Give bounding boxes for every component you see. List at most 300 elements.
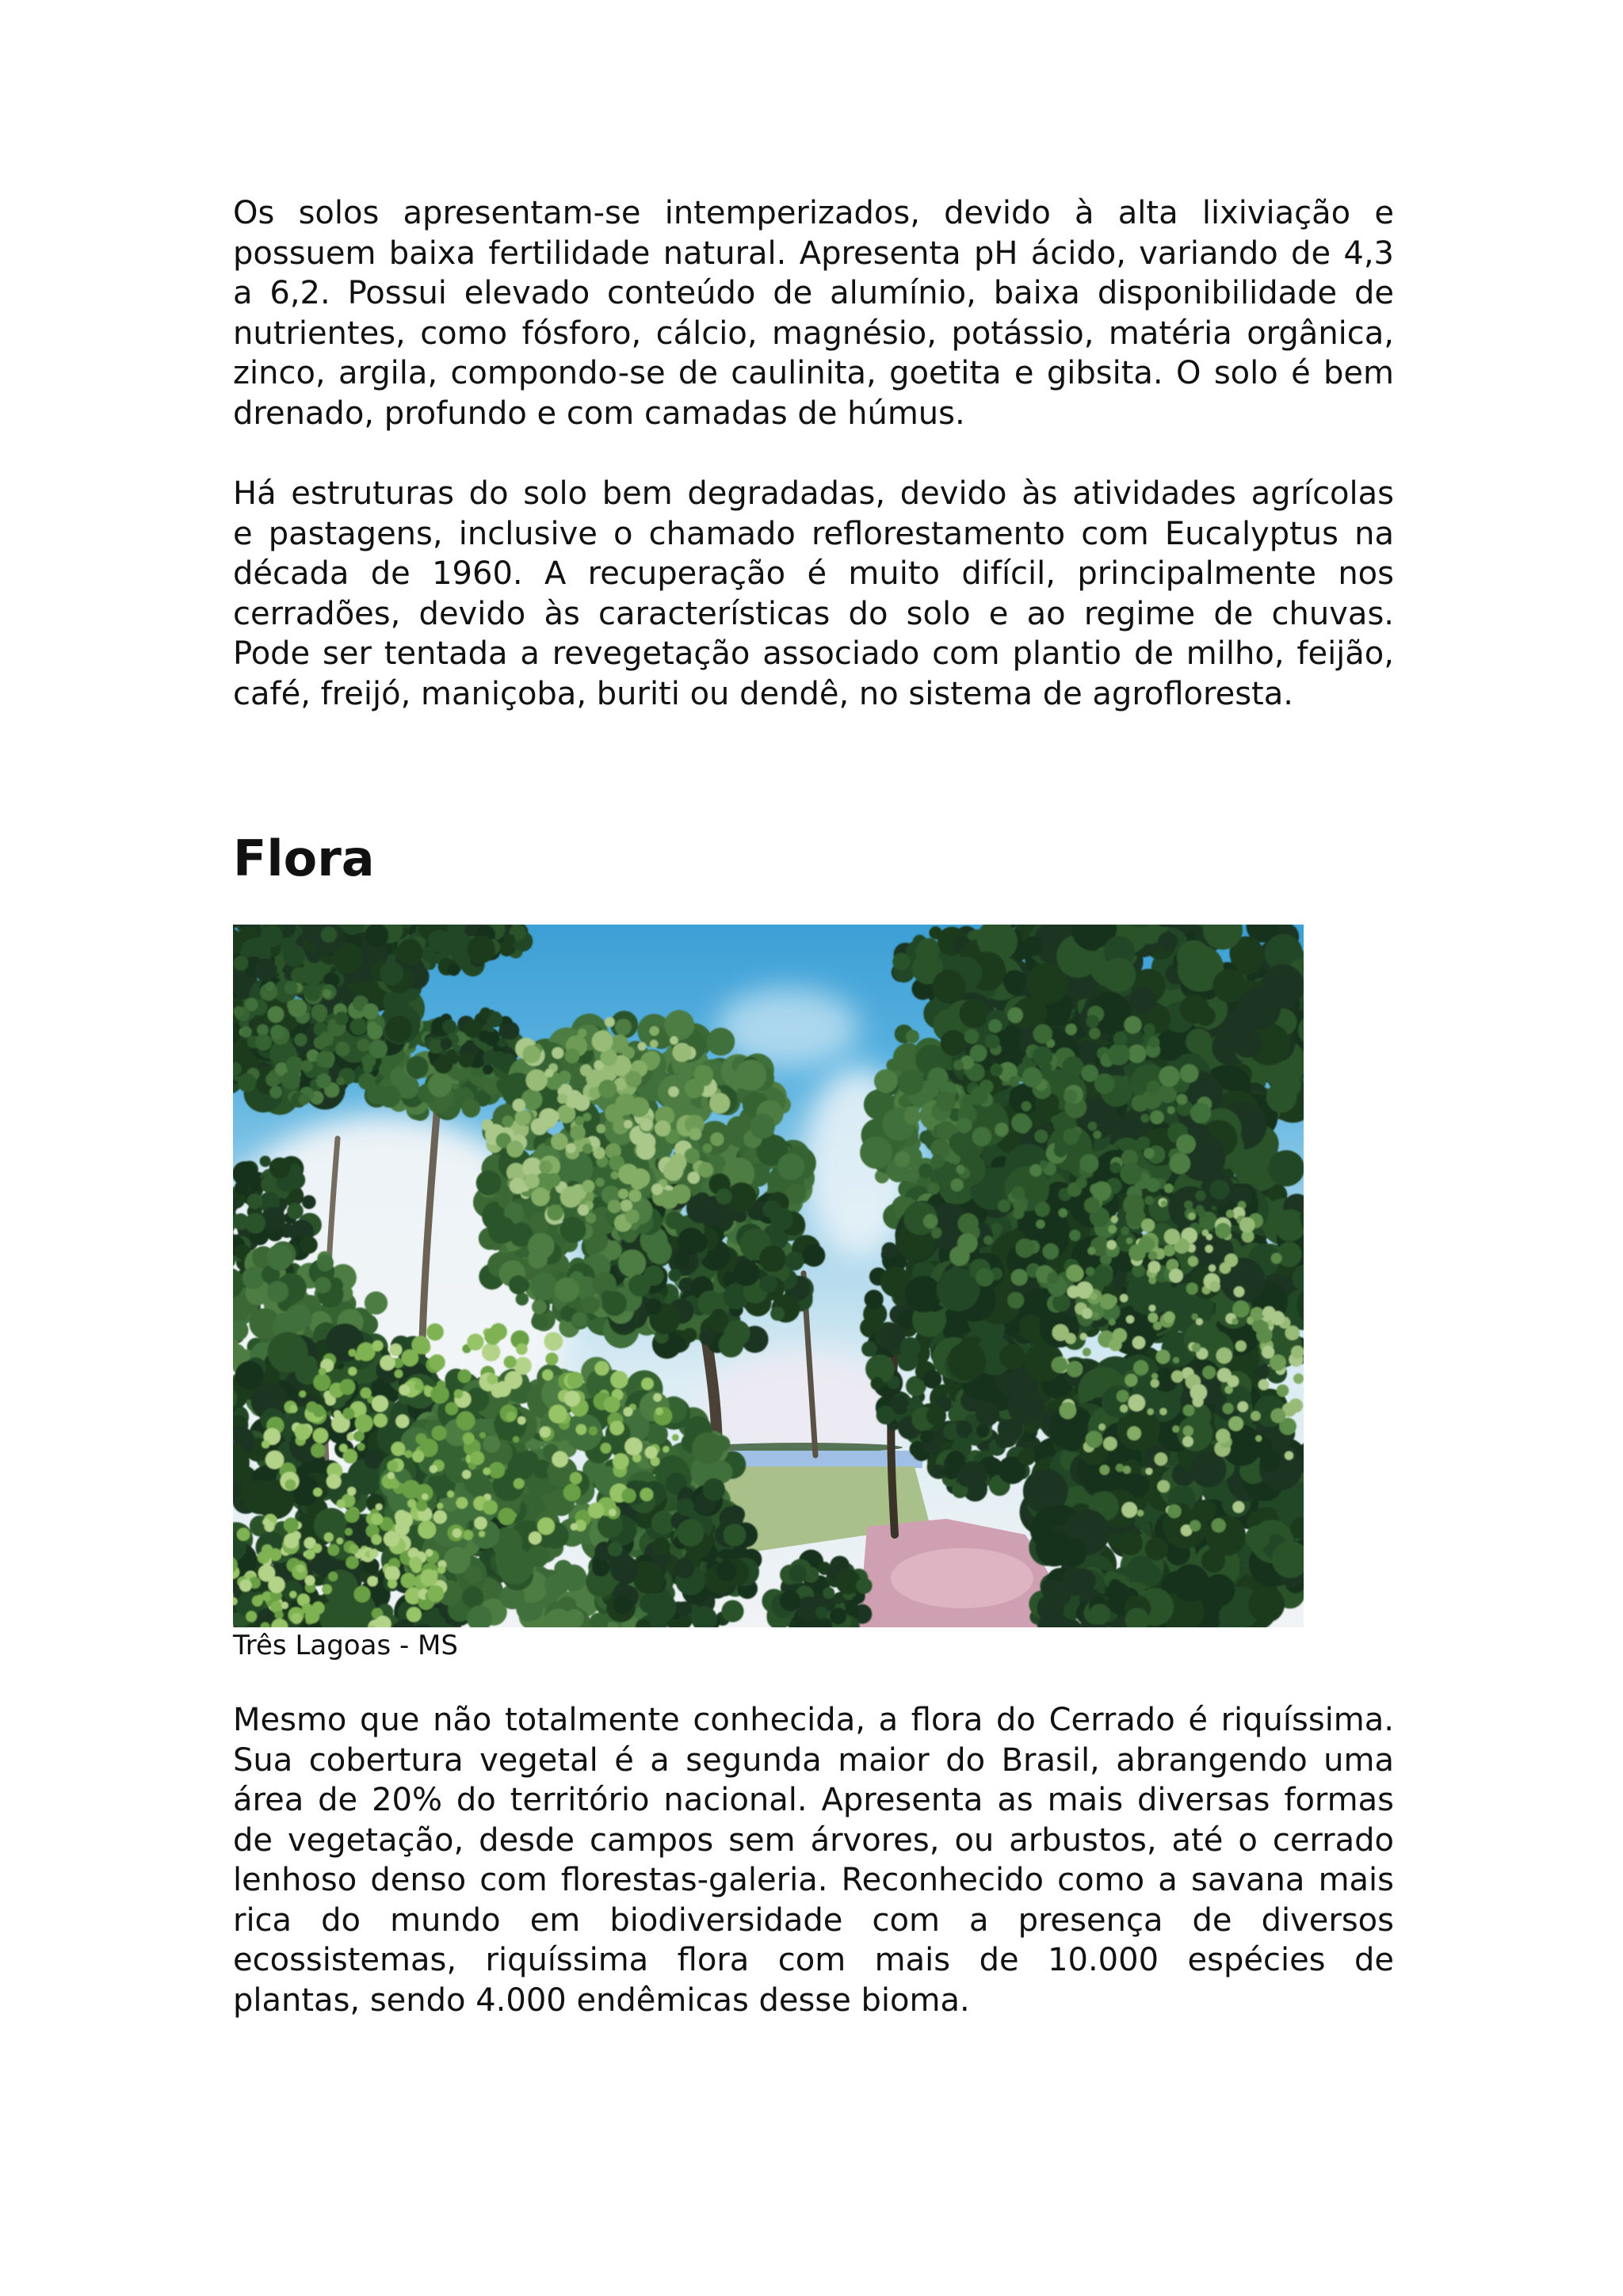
photo-cerrado-landscape <box>233 925 1304 1627</box>
foliage-blob <box>900 1337 921 1358</box>
foliage-blob <box>305 985 321 1001</box>
foliage-blob <box>1228 1417 1243 1432</box>
foliage-blob <box>1270 1311 1285 1325</box>
text-line: Há estruturas do solo bem degradadas, devido às atividades agrícolas <box>233 475 1394 512</box>
foliage-blob <box>1127 1555 1155 1583</box>
foliage-blob <box>655 1407 663 1415</box>
path-highlight <box>891 1548 1033 1608</box>
foliage-blob <box>397 940 422 965</box>
foliage-blob <box>1148 1036 1159 1047</box>
foliage-blob <box>1003 970 1026 993</box>
foliage-blob <box>1216 1348 1232 1363</box>
foliage-blob <box>1013 1208 1024 1219</box>
foliage-blob <box>462 1586 483 1608</box>
foliage-blob <box>601 1291 614 1303</box>
foliage-blob <box>479 1031 491 1043</box>
foliage-blob <box>242 1267 265 1289</box>
foliage-blob <box>526 1070 548 1091</box>
foliage-blob <box>510 1177 526 1194</box>
foliage-blob <box>285 981 298 994</box>
foliage-blob <box>628 1275 651 1297</box>
foliage-blob <box>1145 1537 1168 1560</box>
foliage-blob <box>970 1045 987 1062</box>
foliage-blob <box>1047 1272 1058 1283</box>
foliage-blob <box>1146 1081 1160 1095</box>
foliage-blob <box>1034 1130 1048 1143</box>
foliage-blob <box>1186 1283 1198 1295</box>
foliage-blob <box>665 1165 674 1173</box>
foliage-blob <box>951 1179 964 1192</box>
foliage-blob <box>552 1451 568 1468</box>
foliage-blob <box>1195 1191 1205 1201</box>
foliage-blob <box>311 1444 325 1458</box>
foliage-blob <box>1227 1375 1239 1387</box>
foliage-blob <box>1110 1162 1121 1173</box>
foliage-blob <box>1251 1411 1261 1421</box>
foliage-blob <box>610 1371 628 1388</box>
foliage-blob <box>976 1424 990 1437</box>
foliage-blob <box>750 1114 775 1139</box>
foliage-blob <box>724 1524 747 1547</box>
foliage-blob <box>361 1387 372 1398</box>
foliage-blob <box>597 1124 606 1134</box>
foliage-blob <box>389 1344 402 1356</box>
foliage-blob <box>905 1169 919 1183</box>
foliage-blob <box>871 1377 884 1390</box>
foliage-blob <box>876 1405 896 1425</box>
foliage-blob <box>962 1094 974 1106</box>
foliage-blob <box>957 1468 975 1486</box>
foliage-blob <box>598 1080 617 1098</box>
foliage-blob <box>1285 1325 1300 1341</box>
foliage-blob <box>1036 1219 1044 1228</box>
foliage-blob <box>234 956 249 971</box>
foliage-blob <box>1291 1345 1304 1358</box>
foliage-blob <box>956 1421 972 1437</box>
foliage-blob <box>406 1056 428 1078</box>
text-line: Pode ser tentada a revegetação associado com plantio de milho, feijão, <box>233 635 1394 672</box>
foliage-blob <box>1232 1318 1238 1325</box>
foliage-blob <box>1183 1426 1193 1436</box>
foliage-blob <box>1173 1357 1179 1363</box>
foliage-blob <box>653 1394 662 1402</box>
foliage-blob <box>1145 1196 1154 1205</box>
foliage-blob <box>624 1407 633 1417</box>
foliage-blob <box>1209 1281 1220 1292</box>
foliage-blob <box>357 1443 365 1451</box>
foliage-blob <box>735 1060 766 1091</box>
foliage-blob <box>1148 1409 1154 1415</box>
foliage-blob <box>1108 1043 1130 1066</box>
foliage-blob <box>1108 1225 1117 1234</box>
foliage-blob <box>904 1108 921 1124</box>
foliage-blob <box>621 1489 636 1503</box>
foliage-blob <box>985 1034 1000 1049</box>
foliage-blob <box>1126 1315 1134 1323</box>
foliage-blob <box>660 1190 679 1209</box>
foliage-blob <box>676 1498 694 1516</box>
foliage-blob <box>388 1472 395 1479</box>
foliage-blob <box>722 1600 744 1623</box>
foliage-blob <box>1190 1384 1207 1401</box>
foliage-blob <box>710 1132 724 1146</box>
foliage-blob <box>321 927 337 943</box>
foliage-blob <box>313 1374 330 1391</box>
foliage-blob <box>1144 1024 1155 1035</box>
foliage-blob <box>1192 1343 1201 1352</box>
foliage-blob <box>931 1464 945 1478</box>
foliage-blob <box>1235 1341 1247 1352</box>
foliage-blob <box>1167 1106 1175 1114</box>
foliage-blob <box>1156 1350 1170 1364</box>
foliage-blob <box>1188 1212 1196 1220</box>
foliage-blob <box>483 1050 498 1065</box>
foliage-blob <box>462 1470 471 1478</box>
foliage-blob <box>1277 1384 1289 1397</box>
foliage-blob <box>380 962 403 986</box>
text-line: e pastagens, inclusive o chamado reflorestamento com Eucalyptus na <box>233 515 1394 552</box>
foliage-blob <box>510 1512 517 1518</box>
foliage-blob <box>422 1493 428 1500</box>
foliage-blob <box>299 1094 310 1105</box>
foliage-blob <box>300 1236 318 1253</box>
foliage-blob <box>991 1223 1002 1234</box>
foliage-blob <box>559 1217 586 1243</box>
foliage-blob <box>1148 1261 1161 1274</box>
foliage-blob <box>1188 1256 1198 1266</box>
foliage-blob <box>964 1029 980 1044</box>
foliage-blob <box>988 1020 1002 1033</box>
foliage-blob <box>260 925 283 948</box>
foliage-blob <box>412 1451 424 1463</box>
foliage-blob <box>233 1161 257 1186</box>
foliage-blob <box>1117 1077 1127 1088</box>
foliage-blob <box>548 1405 567 1424</box>
foliage-blob <box>402 1480 421 1499</box>
foliage-blob <box>266 1245 292 1271</box>
foliage-blob <box>694 1065 713 1084</box>
foliage-blob <box>1063 1128 1079 1145</box>
foliage-blob <box>430 1385 449 1403</box>
foliage-blob <box>515 1109 531 1125</box>
foliage-blob <box>1011 1269 1028 1286</box>
foliage-blob <box>953 1060 964 1070</box>
foliage-blob <box>476 1170 502 1196</box>
foliage-blob <box>1121 1502 1137 1518</box>
foliage-blob <box>395 1414 409 1428</box>
foliage-blob <box>1277 1241 1302 1267</box>
foliage-blob <box>1035 1202 1050 1217</box>
foliage-blob <box>613 1596 632 1615</box>
foliage-blob <box>948 1342 987 1381</box>
foliage-blob <box>923 1214 938 1228</box>
foliage-blob <box>255 1034 272 1051</box>
foliage-blob <box>559 1565 586 1592</box>
foliage-blob <box>582 1180 594 1192</box>
foliage-blob <box>299 1390 306 1398</box>
foliage-blob <box>323 990 331 998</box>
foliage-blob <box>514 1478 525 1489</box>
foliage-blob <box>1172 1425 1179 1432</box>
foliage-blob <box>464 1566 483 1584</box>
foliage-blob <box>355 1414 373 1432</box>
foliage-blob <box>522 1045 540 1063</box>
foliage-blob <box>367 1021 378 1032</box>
foliage-blob <box>1124 1016 1141 1034</box>
foliage-blob <box>433 1510 447 1524</box>
foliage-blob <box>1151 1379 1159 1388</box>
foliage-blob <box>625 1071 642 1088</box>
foliage-blob <box>719 1333 744 1358</box>
foliage-blob <box>319 1367 327 1375</box>
foliage-blob <box>1066 1264 1083 1281</box>
foliage-blob <box>592 1031 613 1052</box>
foliage-blob <box>506 1141 523 1158</box>
foliage-blob <box>457 1369 471 1383</box>
foliage-blob <box>976 1402 999 1426</box>
foliage-blob <box>1209 1264 1216 1272</box>
foliage-blob <box>302 1196 316 1210</box>
foliage-blob <box>931 1229 941 1239</box>
foliage-blob <box>1018 1448 1036 1466</box>
foliage-blob <box>647 1239 672 1264</box>
foliage-blob <box>1215 1222 1231 1238</box>
foliage-blob <box>261 1176 279 1194</box>
foliage-blob <box>317 1254 334 1271</box>
foliage-blob <box>347 1487 356 1496</box>
foliage-blob <box>911 1158 919 1167</box>
foliage-blob <box>865 1290 884 1309</box>
foliage-blob <box>1216 1428 1230 1443</box>
foliage-blob <box>1190 1520 1201 1531</box>
foliage-blob <box>672 1434 679 1441</box>
foliage-blob <box>1157 1480 1170 1493</box>
foliage-blob <box>674 1558 695 1579</box>
text-line: a 6,2. Possui elevado conteúdo de alumínio, baixa disponibilidade de <box>233 275 1394 311</box>
foliage-blob <box>998 1199 1010 1212</box>
foliage-blob <box>707 1028 735 1055</box>
foliage-blob <box>1145 1468 1152 1475</box>
foliage-blob <box>479 1432 486 1438</box>
foliage-blob <box>1232 1028 1262 1058</box>
foliage-blob <box>539 1161 552 1174</box>
foliage-blob <box>532 1299 547 1314</box>
foliage-blob <box>734 1260 760 1286</box>
foliage-blob <box>1132 1264 1145 1278</box>
foliage-blob <box>479 1531 485 1537</box>
foliage-blob <box>547 1173 561 1188</box>
foliage-blob <box>882 1242 898 1258</box>
foliage-blob <box>428 1073 452 1097</box>
foliage-blob <box>972 1127 992 1146</box>
foliage-blob <box>1128 986 1157 1015</box>
foliage-blob <box>1009 1077 1019 1087</box>
foliage-blob <box>1159 1066 1179 1086</box>
foliage-blob <box>463 1530 473 1540</box>
foliage-blob <box>649 1026 659 1035</box>
foliage-blob <box>376 1504 383 1511</box>
foliage-blob <box>578 1028 586 1037</box>
foliage-blob <box>1172 1564 1209 1601</box>
foliage-blob <box>1118 1531 1143 1555</box>
foliage-blob <box>605 1017 615 1028</box>
foliage-blob <box>640 1594 659 1613</box>
foliage-blob <box>685 1148 701 1164</box>
text-line: drenado, profundo e com camadas de húmus. <box>233 395 965 432</box>
text-line: possuem baixa fertilidade natural. Apresenta pH ácido, variando de 4,3 <box>233 235 1394 272</box>
foliage-blob <box>930 1155 944 1169</box>
foliage-blob <box>436 1101 448 1113</box>
foliage-blob <box>1136 1136 1150 1150</box>
foliage-blob <box>936 1092 956 1112</box>
foliage-blob <box>447 1490 454 1497</box>
foliage-blob <box>479 1008 491 1019</box>
foliage-blob <box>372 1395 388 1412</box>
foliage-blob <box>542 1369 553 1380</box>
foliage-blob <box>609 1508 617 1516</box>
foliage-blob <box>956 1165 964 1173</box>
foliage-blob <box>282 1071 300 1089</box>
foliage-blob <box>604 1396 621 1413</box>
foliage-blob <box>803 1244 826 1267</box>
foliage-blob <box>1202 1366 1216 1379</box>
foliage-blob <box>650 1039 658 1047</box>
foliage-blob <box>1079 1154 1098 1173</box>
foliage-blob <box>1196 1006 1216 1026</box>
foliage-blob <box>608 1542 623 1557</box>
foliage-blob <box>1289 1398 1303 1413</box>
foliage-blob <box>763 1200 781 1219</box>
foliage-blob <box>1128 1394 1146 1412</box>
foliage-blob <box>944 1190 957 1203</box>
foliage-blob <box>372 1341 384 1352</box>
foliage-blob <box>613 1453 629 1470</box>
foliage-blob <box>402 1349 419 1367</box>
foliage-blob <box>1120 1405 1128 1413</box>
foliage-blob <box>1212 969 1246 1002</box>
text-line: década de 1960. A recuperação é muito difícil, principalmente nos <box>233 555 1394 592</box>
foliage-blob <box>1127 1426 1141 1440</box>
foliage-blob <box>709 1093 730 1113</box>
foliage-blob <box>1099 1465 1109 1475</box>
foliage-blob <box>640 1119 653 1131</box>
foliage-blob <box>285 1304 312 1331</box>
text-line: zinco, argila, compondo-se de caulinita, goetita e gibsita. O solo é bem <box>233 355 1394 391</box>
foliage-blob <box>1128 1044 1146 1062</box>
foliage-blob <box>1180 1064 1199 1083</box>
foliage-blob <box>949 1133 969 1153</box>
foliage-blob <box>1120 1163 1142 1185</box>
foliage-blob <box>468 936 495 963</box>
foliage-blob <box>1140 1114 1149 1123</box>
foliage-blob <box>545 1069 554 1077</box>
foliage-blob <box>1206 1234 1212 1240</box>
photo-canvas <box>233 925 1304 1627</box>
foliage-blob <box>241 1026 252 1037</box>
foliage-blob <box>483 1436 500 1453</box>
foliage-blob <box>1234 1287 1245 1298</box>
foliage-blob <box>1260 1451 1281 1472</box>
foliage-blob <box>483 1064 493 1074</box>
foliage-blob <box>1120 1294 1128 1302</box>
foliage-blob <box>1285 1451 1293 1460</box>
foliage-blob <box>527 1546 549 1568</box>
foliage-blob <box>770 1306 785 1321</box>
foliage-blob <box>1022 1067 1042 1087</box>
foliage-blob <box>1051 1116 1060 1124</box>
foliage-blob <box>941 1030 967 1056</box>
foliage-blob <box>1041 1062 1052 1074</box>
foliage-blob <box>380 1356 395 1371</box>
foliage-blob <box>1186 1028 1212 1055</box>
foliage-blob <box>944 1465 959 1480</box>
foliage-blob <box>416 1501 427 1512</box>
foliage-blob <box>999 1344 1025 1369</box>
foliage-blob <box>1248 1586 1285 1623</box>
foliage-blob <box>592 1558 610 1577</box>
foliage-blob <box>932 970 965 1003</box>
foliage-blob <box>482 1343 500 1361</box>
foliage-blob <box>624 1437 643 1455</box>
foliage-blob <box>1137 1510 1144 1516</box>
foliage-blob <box>1090 1292 1098 1300</box>
foliage-blob <box>625 1209 640 1223</box>
foliage-blob <box>334 1012 348 1025</box>
foliage-blob <box>1148 1313 1159 1323</box>
foliage-blob <box>1088 1122 1098 1131</box>
foliage-blob <box>498 1024 514 1039</box>
foliage-blob <box>1040 1160 1048 1168</box>
foliage-blob <box>563 1484 581 1501</box>
foliage-blob <box>441 1038 453 1050</box>
foliage-blob <box>688 1172 701 1184</box>
foliage-blob <box>652 1538 670 1556</box>
foliage-blob <box>1121 1226 1129 1235</box>
foliage-blob <box>1169 1153 1190 1174</box>
foliage-blob <box>432 1425 447 1440</box>
foliage-blob <box>313 1428 328 1443</box>
foliage-blob <box>1169 1268 1183 1283</box>
section-heading: Flora <box>233 830 375 887</box>
foliage-blob <box>699 1329 715 1345</box>
foliage-blob <box>1011 1186 1025 1199</box>
foliage-blob <box>1167 1505 1182 1519</box>
foliage-blob <box>1092 1312 1098 1318</box>
foliage-blob <box>1266 1082 1297 1113</box>
foliage-blob <box>447 963 460 976</box>
foliage-blob <box>1083 1348 1091 1356</box>
foliage-blob <box>315 1013 325 1022</box>
foliage-blob <box>528 1233 555 1260</box>
foliage-blob <box>578 1204 589 1215</box>
foliage-blob <box>609 1421 624 1435</box>
foliage-blob <box>395 1370 403 1379</box>
foliage-blob <box>760 1275 777 1292</box>
foliage-blob <box>677 1520 704 1547</box>
foliage-blob <box>689 1127 701 1140</box>
foliage-blob <box>1107 1295 1117 1306</box>
foliage-blob <box>456 1411 475 1430</box>
paragraph-degradation <box>233 474 1394 714</box>
foliage-blob <box>418 1520 436 1539</box>
text-line: cerradões, devido às características do solo e ao regime de chuvas. <box>233 595 1394 632</box>
foliage-blob <box>1183 1405 1195 1417</box>
foliage-blob <box>505 935 516 946</box>
foliage-blob <box>1209 1180 1229 1199</box>
foliage-blob <box>1176 1094 1187 1105</box>
foliage-blob <box>414 1383 422 1390</box>
foliage-blob <box>1268 1150 1304 1187</box>
